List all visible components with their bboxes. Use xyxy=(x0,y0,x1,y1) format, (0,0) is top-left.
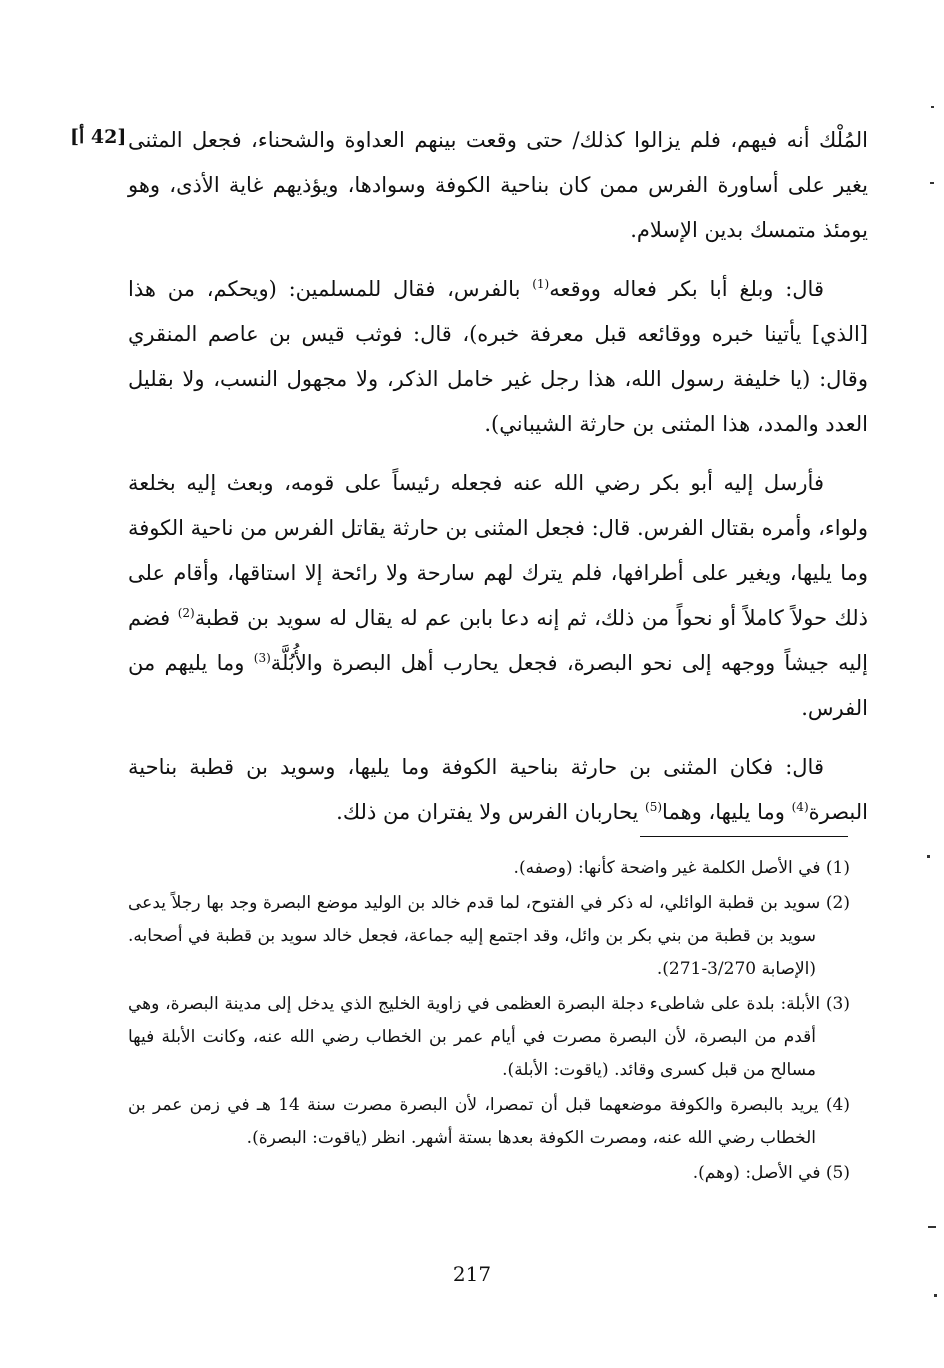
footnote-4: (4) يريد بالبصرة والكوفة موضعهما قبل أن تمصرا، لأن البصرة مصرت سنة 14 هـ في زمن عمر بن الخطاب رضي الله عنه، ومصرت الكوفة بعدها بستة أشهر. انظر (ياقوت: البصرة). xyxy=(128,1095,851,1148)
paragraph-4-text-b: وما يليها، وهما xyxy=(662,800,792,824)
page-number: 217 xyxy=(452,1262,492,1286)
paragraph-2 xyxy=(128,267,868,447)
footnote-ref-5: (5) xyxy=(645,800,663,814)
paragraph-2-text-b: بالفرس، فقال للمسلمين: (ويحكم، من هذا [الذي] يأتينا خبره ووقائعه قبل معرفة خبره)، قال: فوثب قيس بن عاصم المنقري وقال: (يا خليفة رسول الله، هذا رجل غير خامل الذكر، ولا مجهول النسب، ولا بقليل العدد والمدد، هذا المثنى بن حارثة الشيباني). xyxy=(128,277,868,436)
footnote-divider xyxy=(640,836,848,837)
paragraph-3 xyxy=(128,461,868,731)
paragraph-4-text-c: يحاربان الفرس ولا يفتران من ذلك. xyxy=(336,800,646,824)
paragraph-1-text: المُلْك أنه فيهم، فلم يزالوا كذلك/ حتى وقعت بينهم العداوة والشحناء، فجعل المثنى يغير على أساورة الفرس ممن كان بناحية الكوفة وسوادها، ويؤذيهم غاية الأذى، وهو يومئذ متمسك بدين الإسلام. xyxy=(128,128,868,242)
footnotes xyxy=(128,852,850,1192)
paragraph-3-text-c: وما يليهم من الفرس. xyxy=(128,651,868,720)
paragraph-4 xyxy=(128,745,868,835)
paragraph-3-text-a: فأرسل إليه أبو بكر رضي الله عنه فجعله رئيساً على قومه، وبعث إليه بخلعة ولواء، وأمره بقتال الفرس. قال: فجعل المثنى بن حارثة يقاتل الفرس من ناحية الكوفة وما يليها، ويغير على أطرافها، فلم يترك لهم سارحة ولا رائحة إلا استاقها، وأقام على ذلك حولاً كاملاً أو نحواً من ذلك، ثم إنه دعا بابن عم له يقال له سويد بن قطبة xyxy=(128,471,868,630)
paragraph-2-text-a: قال: وبلغ أبا بكر فعاله ووقعه xyxy=(549,277,824,301)
footnote-2: (2) سويد بن قطبة الوائلي، له ذكر في الفتوح، لما قدم خالد بن الوليد موضع البصرة وجد بها رجلاً يدعى سويد بن قطبة من بني بكر بن وائل، وقد اجتمع إليه جماعة، فجعل خالد سويد بن قطبة في أصحابه. (الإصابة 3/270-271). xyxy=(128,893,850,979)
footnote-ref-2: (2) xyxy=(177,606,195,620)
footnote-ref-1: (1) xyxy=(532,277,550,291)
footnote-ref-4: (4) xyxy=(791,800,809,814)
scan-mark xyxy=(930,182,934,184)
scan-mark xyxy=(931,106,934,108)
footnote-5: (5) في الأصل: (وهم). xyxy=(692,1163,850,1183)
folio-reference: [42 أ] xyxy=(70,126,127,148)
scan-mark xyxy=(934,1294,937,1297)
footnote-ref-3: (3) xyxy=(253,651,271,665)
footnote-1: (1) في الأصل الكلمة غير واضحة كأنها: (وصفه). xyxy=(513,858,850,878)
scan-mark xyxy=(927,855,930,858)
footnote-3: (3) الأبلة: بلدة على شاطىء دجلة البصرة العظمى في زاوية الخليج الذي يدخل إلى مدينة البصرة، وهي أقدم من البصرة، لأن البصرة مصرت في أيام عمر بن الخطاب رضي الله عنه، وكانت الأبلة فيها مسالح من قبل كسرى وقائد. (ياقوت: الأبلة). xyxy=(128,994,850,1080)
paragraph-4-text-a: قال: فكان المثنى بن حارثة بناحية الكوفة وما يليها، وسويد بن قطبة بناحية البصرة xyxy=(128,755,868,824)
scan-mark xyxy=(928,1226,936,1228)
paragraph-1 xyxy=(128,118,868,253)
main-text xyxy=(128,118,868,849)
paragraph-3-text-b: فضم إليه جيشاً ووجهه إلى نحو البصرة، فجعل يحارب أهل البصرة والأُبُلَّة xyxy=(128,606,868,675)
